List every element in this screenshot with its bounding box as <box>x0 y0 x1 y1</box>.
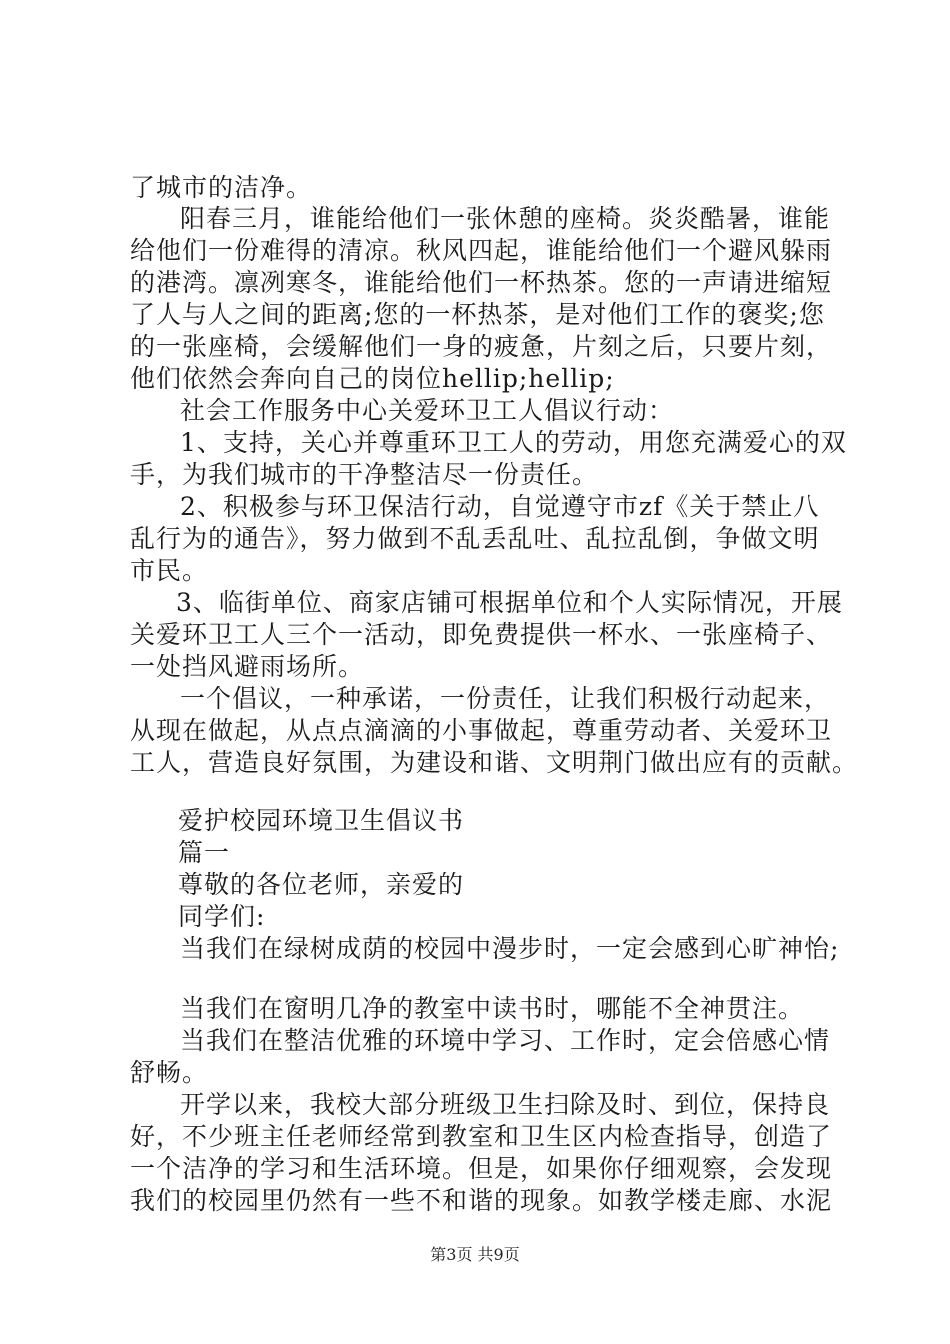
page-number: 第3页 共9页 <box>430 1245 520 1264</box>
text-line: 从现在做起，从点点滴滴的小事做起，尊重劳动者、关爱环卫 <box>130 716 833 745</box>
text-line: 的港湾。凛冽寒冬，谁能给他们一杯热茶。您的一声请进缩短 <box>130 268 833 297</box>
text-line: 工人，营造良好氛围，为建设和谐、文明荆门做出应有的贡献。 <box>130 748 859 777</box>
text-line: 社会工作服务中心关爱环卫工人倡议行动： <box>180 396 675 425</box>
text-line: 一处挡风避雨场所。 <box>130 652 365 681</box>
text-line: 开学以来，我校大部分班级卫生扫除及时、到位，保持良 <box>180 1090 831 1119</box>
text-line: 1、支持，关心并尊重环卫工人的劳动，用您充满爱心的双 <box>180 428 847 457</box>
text-line: 市民。 <box>130 556 209 585</box>
text-line: 舒畅。 <box>130 1058 209 1087</box>
text-line: 了城市的洁净。 <box>130 173 313 202</box>
text-line: 当我们在整洁优雅的环境中学习、工作时，定会倍感心情 <box>180 1026 831 1055</box>
salutation-line: 尊敬的各位老师，亲爱的 <box>178 870 465 899</box>
text-line: 2、积极参与环卫保洁行动，自觉遵守市zf《关于禁止八 <box>180 492 820 521</box>
salutation-line: 同学们: <box>178 902 266 931</box>
text-line: 乱行为的通告》，努力做到不乱丢乱吐、乱拉乱倒，争做文明 <box>130 524 820 553</box>
text-line: 当我们在窗明几净的教室中读书时，哪能不全神贯注。 <box>180 994 805 1023</box>
text-line: 他们依然会奔向自己的岗位hellip;hellip; <box>130 364 615 393</box>
text-line: 3、临街单位、商家店铺可根据单位和个人实际情况，开展 <box>176 588 843 617</box>
text-line: 给他们一份难得的清凉。秋风四起，谁能给他们一个避风躲雨 <box>130 236 833 265</box>
text-line: 一个洁净的学习和生活环境。但是，如果你仔细观察，会发现 <box>130 1154 833 1183</box>
text-line: 一个倡议，一种承诺，一份责任，让我们积极行动起来， <box>180 684 831 713</box>
text-line: 当我们在绿树成荫的校园中漫步时，一定会感到心旷神怡; <box>180 934 840 963</box>
text-line: 关爱环卫工人三个一活动，即免费提供一杯水、一张座椅子、 <box>130 620 833 649</box>
section-subtitle: 篇一 <box>178 838 231 867</box>
text-line: 手，为我们城市的干净整洁尽一份责任。 <box>130 460 599 489</box>
text-line: 了人与人之间的距离;您的一杯热茶，是对他们工作的褒奖;您 <box>130 300 825 329</box>
text-line: 阳春三月，谁能给他们一张休憩的座椅。炎炎酷暑，谁能 <box>180 204 831 233</box>
section-title: 爱护校园环境卫生倡议书 <box>178 806 465 835</box>
text-line: 的一张座椅，会缓解他们一身的疲惫，片刻之后，只要片刻， <box>130 332 833 361</box>
text-line: 我们的校园里仍然有一些不和谐的现象。如教学楼走廊、水泥 <box>130 1186 833 1215</box>
text-line: 好，不少班主任老师经常到教室和卫生区内检查指导，创造了 <box>130 1122 833 1151</box>
